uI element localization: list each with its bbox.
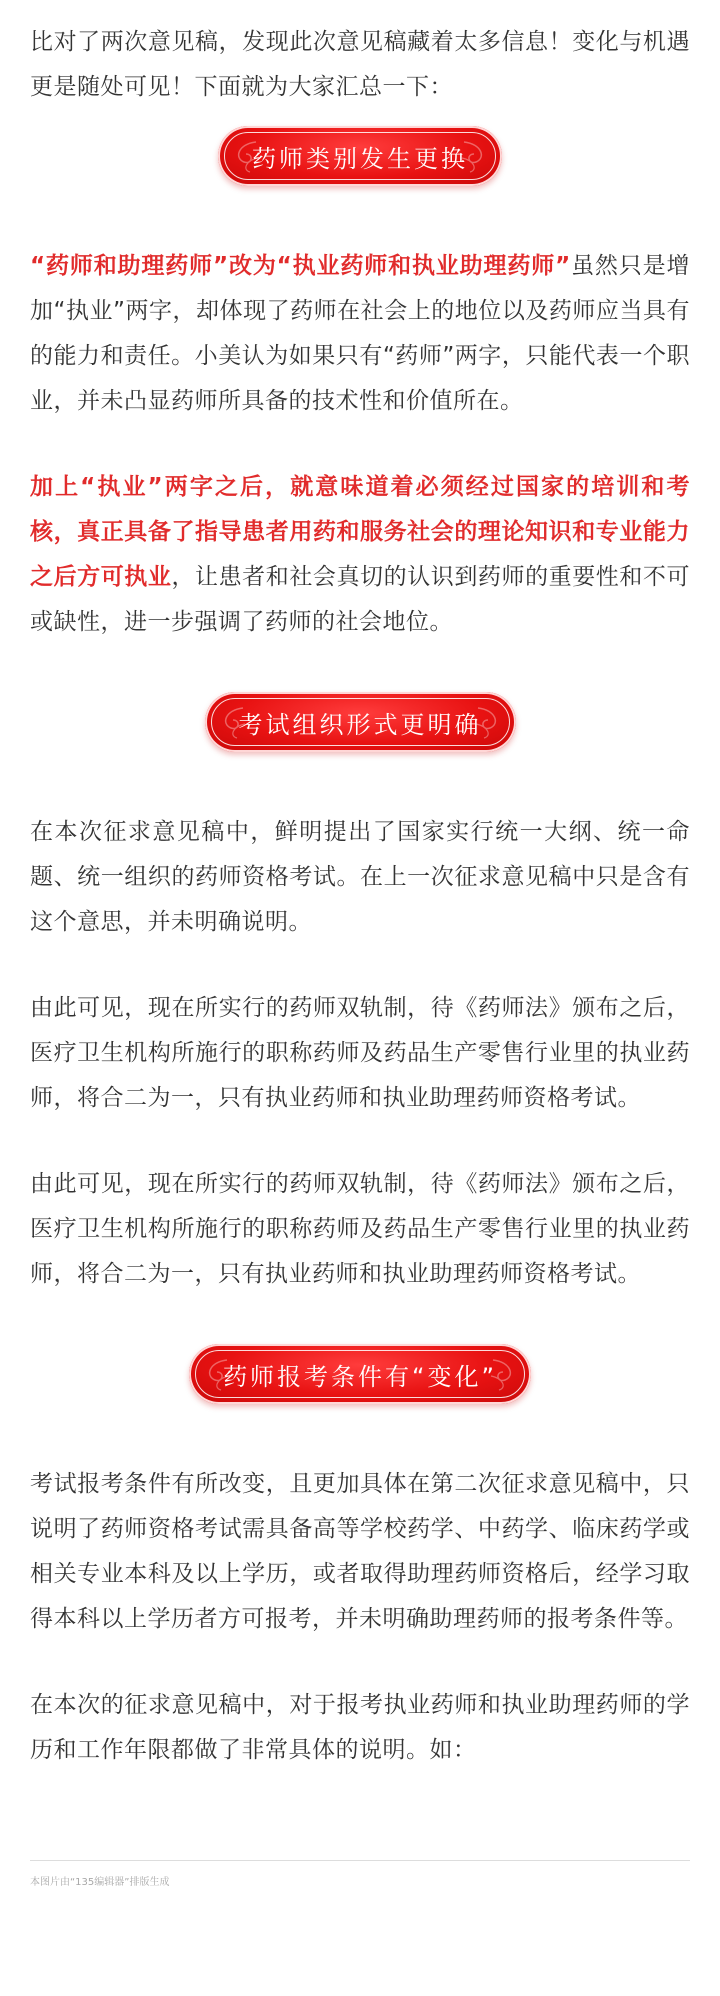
section-heading: 考试组织形式更明确 — [238, 710, 482, 739]
paragraph: 由此可见，现在所实行的药师双轨制，待《药师法》颁布之后，医疗卫生机构所施行的职称药师及药品生产零售行业里的执业药师，将合二为一，只有执业药师和执业助理药师资格考试。 — [30, 995, 690, 1111]
intro-paragraph: 比对了两次意见稿，发现此次意见稿藏着太多信息！变化与机遇更是随处可见！下面就为大家汇总一下： — [30, 29, 690, 100]
footer — [30, 1860, 690, 1888]
divider — [30, 1860, 690, 1861]
editor-credit: 本图片由“135编辑器”排版生成 — [30, 1877, 170, 1888]
paragraph — [30, 244, 690, 424]
section-heading: 药师报考条件有“变化” — [223, 1362, 497, 1391]
paragraph: 在本次征求意见稿中，鲜明提出了国家实行统一大纲、统一命题、统一组织的药师资格考试。在上一次征求意见稿中只是含有这个意思，并未明确说明。 — [30, 819, 690, 935]
section-heading-pill — [189, 1344, 531, 1404]
section-heading-pill — [205, 692, 516, 752]
section-heading-wrap — [30, 120, 690, 192]
section-heading-wrap — [30, 686, 690, 758]
paragraph-text: 虽然只是增加“执业”两字，却体现了药师在社会上的地位以及药师应当具有的能力和责任。小美认为如果只有“药师”两字，只能代表一个职业，并未凸显药师所具备的技术性和价值所在。 — [30, 253, 691, 414]
paragraph: 考试报考条件有所改变，且更加具体在第二次征求意见稿中，只说明了药师资格考试需具备高等学校药学、中药学、临床药学或相关专业本科及以上学历，或者取得助理药师资格后，经学习取得本科以上学历者方可报考，并未明确助理药师的报考条件等。 — [30, 1471, 690, 1632]
section-heading-wrap — [30, 1338, 690, 1410]
section-heading-pill — [218, 126, 502, 186]
paragraph: 由此可见，现在所实行的药师双轨制，待《药师法》颁布之后，医疗卫生机构所施行的职称药师及药品生产零售行业里的执业药师，将合二为一，只有执业药师和执业助理药师资格考试。 — [30, 1171, 690, 1287]
section-heading: 药师类别发生更换 — [252, 144, 468, 173]
paragraph: 在本次的征求意见稿中，对于报考执业药师和执业助理药师的学历和工作年限都做了非常具体的说明。如： — [30, 1692, 690, 1763]
highlight-text: “药师和助理药师”改为“执业药师和执业助理药师” — [30, 253, 571, 279]
highlight-text: 加上“执业”两字之后，就意味道着必须经过国家的培训和考核，真正具备了指导患者用药和服务社会的理论知识和专业能力之后方可执业 — [30, 474, 690, 590]
paragraph — [30, 465, 690, 645]
paragraph-text: ，让患者和社会真切的认识到药师的重要性和不可或缺性，进一步强调了药师的社会地位。 — [30, 564, 691, 635]
article-body — [30, 20, 690, 1773]
